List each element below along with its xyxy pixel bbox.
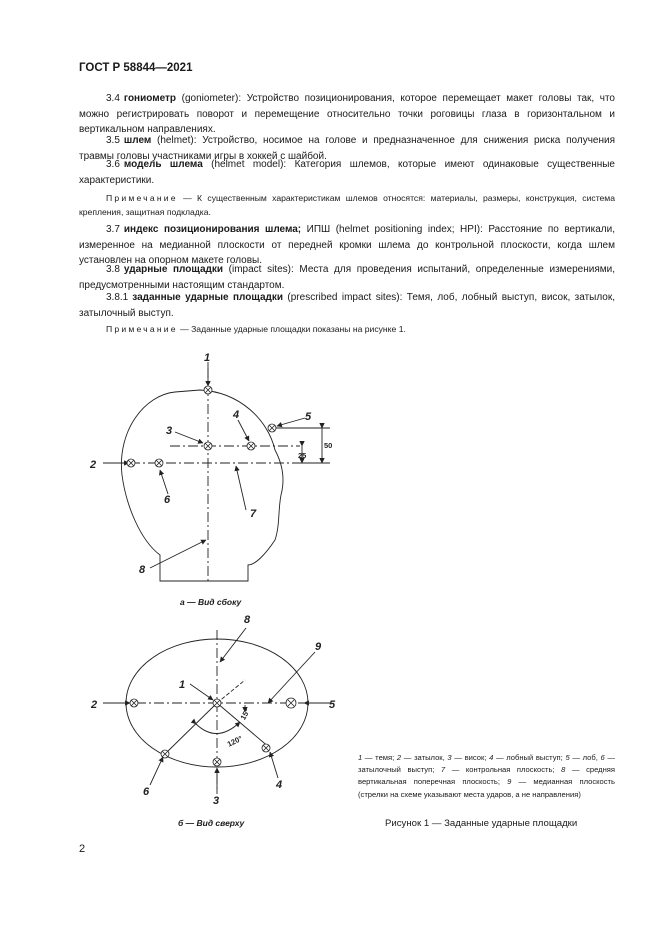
site-1-top <box>213 699 221 707</box>
angle-120-arc <box>196 722 240 734</box>
dim-25-label: 25 <box>298 451 307 460</box>
top-label-9: 9 <box>315 641 322 653</box>
site-5-top <box>286 698 296 708</box>
site-1-side <box>204 386 212 394</box>
side-label-6: 6 <box>164 494 171 506</box>
note-2: Примечание — Заданные ударные площадки показаны на рисунке 1. <box>106 324 406 334</box>
top-label-1: 1 <box>179 679 186 691</box>
definition-3-8-1: 3.8.1 заданные ударные площадки (prescribed impact sites): Темя, лоб, лобный выступ, висок, затылок, затылочный выступ. <box>79 292 615 319</box>
standard-header: ГОСТ Р 58844—2021 <box>79 62 193 74</box>
side-label-4: 4 <box>233 409 240 421</box>
top-label-6: 6 <box>143 786 150 798</box>
site-5-side <box>268 424 276 432</box>
side-label-5: 5 <box>305 411 312 423</box>
site-4-top <box>262 744 270 752</box>
side-label-7: 7 <box>250 508 257 520</box>
angle-120-label: 120° <box>225 733 244 749</box>
top-label-3: 3 <box>213 795 220 807</box>
note-1: Примечание — К существенным характеристикам шлемов относятся: материалы, размеры, конструкция, система крепления, защитная подкладка. <box>79 193 615 217</box>
caption-top-view: б — Вид сверху <box>178 818 245 828</box>
definition-3-5: 3.5 шлем (helmet): Устройство, носимое на голове и предназначенное для снижения риска получения травмы головы участниками игры в хоккей с шайбой. <box>79 135 615 162</box>
definition-3-8: 3.8 ударные площадки (impact sites): Места для проведения испытаний, определенные измерениями, предусмотренными настоящим стандартом. <box>79 264 615 291</box>
site-3-side <box>204 442 212 450</box>
side-label-3: 3 <box>166 425 173 437</box>
site-6-side <box>155 459 163 467</box>
side-label-8: 8 <box>139 564 146 576</box>
site-4-side <box>247 442 255 450</box>
side-label-2: 2 <box>90 459 97 471</box>
caption-side-view: а — Вид сбоку <box>180 597 242 607</box>
top-label-8: 8 <box>244 614 251 626</box>
site-3-top <box>213 758 221 766</box>
definition-3-7: 3.7 индекс позиционирования шлема; ИПШ (helmet positioning index; HPI): Расстояние по вертикали, измеренное на медианной плоскости от передней кромки шлема до контрольной плоскости, когда шлем установлен на опорном макете головы. <box>79 224 615 267</box>
dim-50-label: 50 <box>324 441 333 450</box>
site-2-top <box>130 699 138 707</box>
figure-title: Рисунок 1 — Заданные ударные площадки <box>385 818 578 829</box>
top-label-5: 5 <box>329 699 336 711</box>
page-number: 2 <box>79 843 86 855</box>
top-label-4: 4 <box>276 779 283 791</box>
angle-15-label: 15° <box>238 707 252 722</box>
head-profile-side <box>121 390 283 581</box>
definition-3-4: 3.4 гониометр (goniometer): Устройство позиционирования, которое перемещает макет головы так, что можно регистрировать поворот и перемещение относительно точки роговицы глаза в горизонтальном и вертикальном направлениях. <box>79 93 615 136</box>
figure-legend: 1 — темя; 2 — затылок, 3 — висок; 4 — лобный выступ; 5 — лоб, 6 — затылочный выступ; 7 — контрольная плоскость; 8 — средняя вертикальная поперечная плоскость; 9 — медианная плоскость (стрелки на схеме указывают места ударов, а не направления) <box>358 753 615 799</box>
definition-3-6: 3.6 модель шлема (helmet model): Категория шлемов, которые имеют одинаковые существенные характеристики. <box>79 159 615 186</box>
site-2-side <box>127 459 135 467</box>
site-6-top <box>161 750 169 758</box>
side-impact-sites <box>127 386 276 467</box>
side-label-1: 1 <box>204 352 211 364</box>
top-label-2: 2 <box>91 699 98 711</box>
